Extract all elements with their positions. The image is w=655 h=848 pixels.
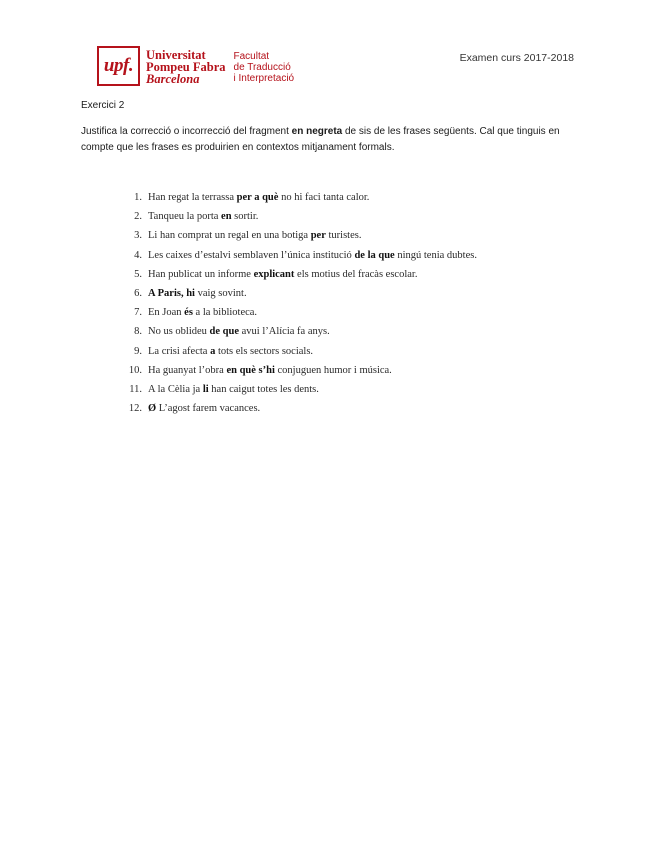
exam-year: Examen curs 2017-2018 [459,52,574,64]
sentence-number: 1. [134,192,142,203]
sentence-text-pre: No us oblideu [148,326,210,338]
instructions-text-post: de sis de les frases següents. Cal que tinguis en compte que les frases es produirien en contextos mitjanament formals. [81,126,560,153]
sentence-text-post: L’agost farem vacances. [156,403,261,415]
sentence-item [118,207,477,226]
sentence-text [148,207,258,226]
sentence-fragment-bold: li [202,383,209,395]
sentence-item [118,284,477,303]
sentence-text-post: sortir. [231,211,259,223]
sentence-fragment-bold: Ø [148,403,157,415]
sentence-item [118,322,477,341]
sentence-number: 5. [134,268,142,280]
sentence-text [148,380,319,399]
sentence-number: 6. [134,287,142,299]
sentence-text-pre: Li han comprat un regal en una botiga [148,230,311,242]
sentence-fragment-bold: és [184,307,193,319]
sentence-list [118,188,477,418]
upf-logo [97,46,294,86]
sentence-number: 11. [129,383,142,395]
sentence-text-post: vaig sovint. [194,287,247,299]
sentence-fragment-bold: en [221,211,232,223]
sentence-number: 2. [134,211,142,223]
sentence-fragment-bold: per [310,230,326,242]
sentence-item [118,265,477,284]
sentence-text [148,303,257,322]
exercise-title: Exercici 2 [81,100,125,111]
sentence-text-pre: La crisi afecta [148,345,211,357]
sentence-text-pre: Tanqueu la porta [148,211,222,223]
sentence-fragment-bold: per a què [236,192,279,203]
exercise-instructions [81,124,577,156]
sentence-text-pre: A la Cèlia ja [148,383,203,395]
sentence-item [118,303,477,322]
sentence-number: 7. [134,307,142,319]
sentence-fragment-bold: en què s’hi [226,364,275,376]
sentence-text [148,226,361,245]
sentence-text-pre: Han publicat un informe [148,268,254,280]
sentence-text-post: els motius del fracàs escolar. [294,268,418,280]
university-line-2: Pompeu Fabra [146,60,226,74]
sentence-text [148,342,313,361]
sentence-item [118,399,477,418]
sentence-text [148,322,330,341]
sentence-number: 3. [134,230,142,242]
instructions-text-bold: en negreta [291,126,343,137]
sentence-text-post: ningú tenia dubtes. [394,249,477,261]
upf-logo-mark: upf. [97,46,140,86]
sentence-text [148,284,247,303]
sentence-number: 4. [134,249,142,261]
sentence-number: 8. [134,326,142,338]
sentence-text-pre: En Joan [148,307,185,319]
instructions-text-pre: Justifica la correcció o incorrecció del fragment [81,126,292,137]
sentence-text [148,246,477,265]
sentence-item [118,342,477,361]
faculty-name [234,51,295,84]
sentence-text-post: no hi faci tanta calor. [278,192,370,203]
sentence-text [148,265,417,284]
sentence-fragment-bold: a [210,345,216,357]
sentence-number: 12. [128,403,142,415]
sentence-fragment-bold: A Paris, hi [148,287,195,299]
sentence-fragment-bold: de la que [354,249,395,261]
sentence-fragment-bold: de que [209,326,240,338]
sentence-item [118,361,477,380]
sentence-text-post: conjuguen humor i música. [274,364,392,376]
sentence-fragment-bold: explicant [253,268,295,280]
sentence-item [118,226,477,245]
sentence-text [148,361,392,380]
university-line-3: Barcelona [146,72,200,86]
sentence-number: 9. [134,345,142,357]
sentence-item [118,188,477,207]
sentence-text [148,399,260,418]
sentence-text-post: avui l’Alícia fa anys. [239,326,330,338]
sentence-item [118,380,477,399]
faculty-line-2: de Traducció [233,62,291,73]
university-name [146,49,226,85]
sentence-text-post: han caigut totes les dents. [208,383,319,395]
sentence-text-pre: Han regat la terrassa [148,192,237,203]
faculty-line-3: i Interpretació [233,73,295,84]
sentence-text-pre: Ha guanyat l’obra [148,364,227,376]
sentence-text-pre: Les caixes d’estalvi semblaven l’única institució [148,249,355,261]
sentence-text-post: turistes. [325,230,362,242]
sentence-text-post: tots els sectors socials. [215,345,314,357]
university-line-1: Universitat [146,48,206,62]
sentence-item [118,246,477,265]
sentence-text-post: a la biblioteca. [192,307,258,319]
sentence-number: 10. [128,364,142,376]
sentence-text [148,188,369,207]
faculty-line-1: Facultat [233,51,270,62]
